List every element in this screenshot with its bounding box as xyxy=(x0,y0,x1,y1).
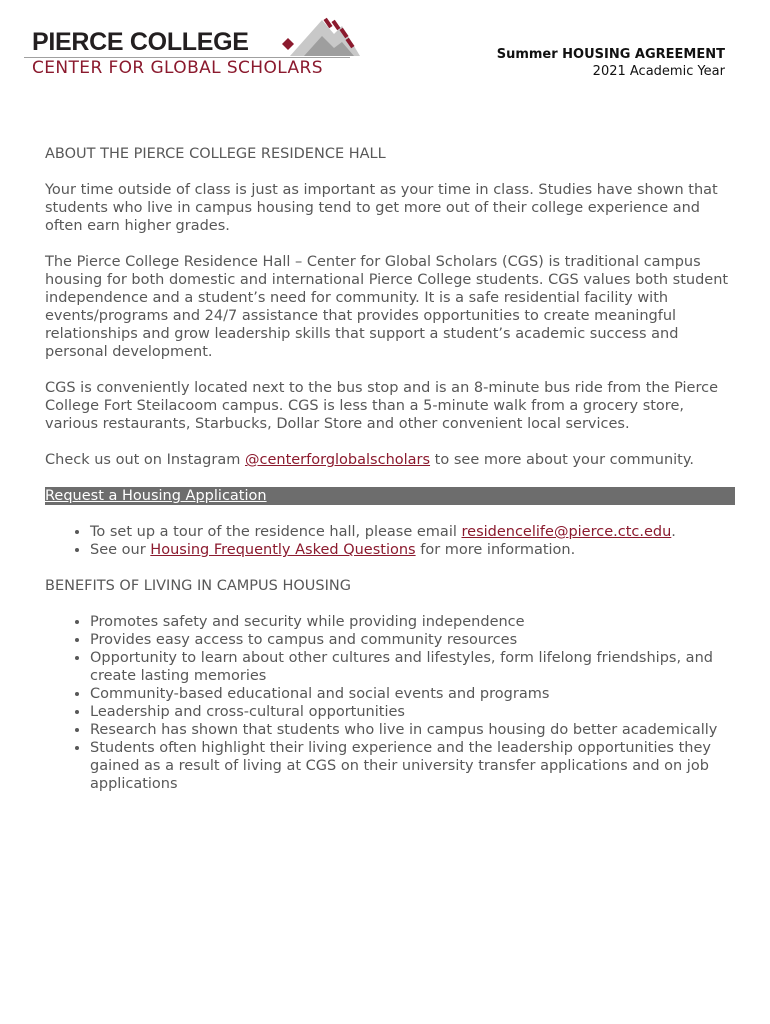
list-item: • Leadership and cross-cultural opportunities xyxy=(90,703,735,721)
benefits-list xyxy=(45,613,735,793)
list-item: • Promotes safety and security while providing independence xyxy=(90,613,735,631)
list-item xyxy=(90,523,735,541)
pierce-college-logo xyxy=(24,16,354,86)
list-item: • Students often highlight their living experience and the leadership opportunities they gained as a result of living at CGS on their university transfer applications and on job applications xyxy=(90,739,735,793)
request-application-link[interactable]: Request a Housing Application xyxy=(45,488,267,504)
about-paragraph-2: The Pierce College Residence Hall – Center for Global Scholars (CGS) is traditional campus housing for both domestic and international Pierce College students. CGS values both student independence and a student’s need for community. It is a safe residential facility with events/programs and 24/7 assistance that provides opportunities to create meaningful relationships and grow leadership skills that support a student’s academic success and personal development. xyxy=(45,254,729,360)
email-link[interactable]: residencelife@pierce.ctc.edu xyxy=(461,524,672,540)
instagram-link[interactable]: @centerforglobalscholars xyxy=(244,452,431,468)
faq-text: See our xyxy=(90,542,151,558)
about-paragraph-3: CGS is conveniently located next to the bus stop and is an 8-minute bus ride from the Pierce College Fort Steilacoom campus. CGS is less than a 5-minute walk from a grocery store, various restaurants, Starbucks, Dollar Store and other convenient local services. xyxy=(45,380,719,432)
logo-subtitle: CENTER FOR GLOBAL SCHOLARS xyxy=(32,58,323,78)
document-title: Summer HOUSING AGREEMENT xyxy=(496,47,725,62)
benefits-heading: BENEFITS OF LIVING IN CAMPUS HOUSING xyxy=(45,578,351,594)
contact-list xyxy=(45,523,735,559)
about-heading: ABOUT THE PIERCE COLLEGE RESIDENCE HALL xyxy=(45,146,386,162)
instagram-text-after: to see more about your community. xyxy=(430,452,694,468)
instagram-paragraph xyxy=(45,451,735,469)
list-item: • Provides easy access to campus and community resources xyxy=(90,631,735,649)
contact-text: To set up a tour of the residence hall, please email xyxy=(90,524,462,540)
about-paragraph-1: Your time outside of class is just as important as your time in class. Studies have shown that students who live in campus housing tend to get more out of their college experience and often earn higher grades. xyxy=(45,182,718,234)
faq-link[interactable]: Housing Frequently Asked Questions xyxy=(150,542,416,558)
diamond-icon xyxy=(282,38,294,50)
list-item xyxy=(90,541,735,559)
logo-wordmark: PIERCE COLLEGE xyxy=(32,28,249,56)
main-content xyxy=(45,145,735,811)
application-banner xyxy=(45,487,735,505)
faq-text-end: for more information. xyxy=(415,542,576,558)
mountain-icon xyxy=(282,16,360,56)
instagram-text-before: Check us out on Instagram xyxy=(45,452,245,468)
document-header xyxy=(497,46,725,80)
list-item: • Research has shown that students who live in campus housing do better academically xyxy=(90,721,735,739)
list-item: • Opportunity to learn about other cultures and lifestyles, form lifelong friendships, and create lasting memories xyxy=(90,649,735,685)
list-item: • Community-based educational and social events and programs xyxy=(90,685,735,703)
contact-text-end: . xyxy=(671,524,676,540)
document-year: 2021 Academic Year xyxy=(592,64,725,79)
